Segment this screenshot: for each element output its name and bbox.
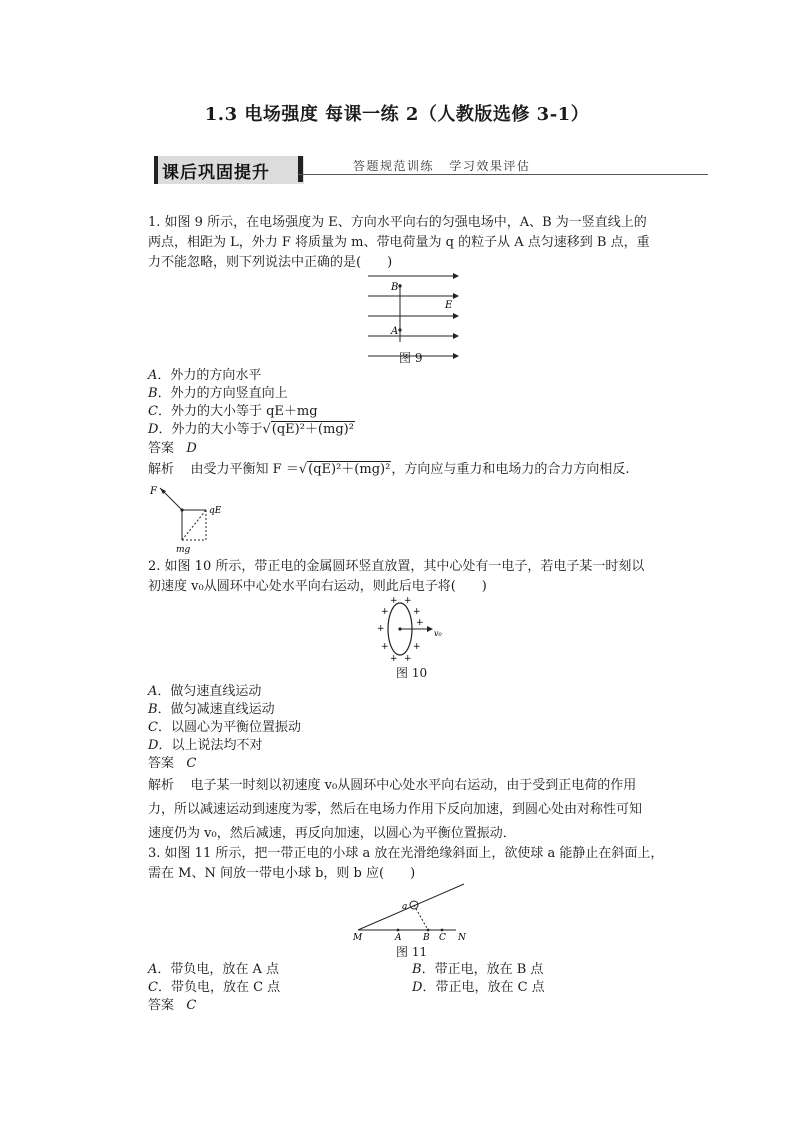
- plus-charge: +: [390, 654, 398, 664]
- point-b: [398, 284, 401, 287]
- q1-analysis: 解析 由受力平衡知 F ＝√(qE)²＋(mg)²，方向应与重力和电场力的合力方向相反.: [148, 462, 630, 477]
- figure-11-caption: 图 11: [396, 945, 428, 959]
- q3-stem-line2: 需在 M、N 间放一带电小球 b，则 b 应( ): [148, 866, 416, 881]
- q3-option-d: D．带正电，放在 C 点: [412, 980, 545, 995]
- formula-radicand: (qE)²＋(mg)²: [308, 462, 391, 477]
- figure-10-caption: 图 10: [396, 666, 428, 680]
- force-diagram: [148, 482, 238, 554]
- q3-option-c: C．带负电，放在 C 点: [148, 980, 281, 995]
- banner-bar: [298, 156, 303, 182]
- plus-charge: +: [377, 624, 385, 634]
- label-f: F: [150, 486, 157, 497]
- plus-charge: +: [381, 607, 389, 617]
- normal-dashed-line: [414, 905, 428, 930]
- label-ball-a: a: [402, 902, 408, 912]
- formula-radicand: (qE)²＋(mg)²: [271, 422, 354, 437]
- q2-answer: 答案 C: [148, 756, 197, 771]
- q2-option-c: C．以圆心为平衡位置振动: [148, 720, 301, 735]
- figure-10: [374, 594, 454, 664]
- plus-charge: +: [404, 654, 412, 664]
- point-b: [427, 929, 430, 932]
- q1-answer: 答案 D: [148, 441, 197, 456]
- banner-rule: [298, 174, 708, 175]
- label-e: E: [445, 300, 453, 311]
- label-m: M: [353, 933, 363, 943]
- q3-option-b: B．带正电，放在 B 点: [412, 962, 544, 977]
- q1-stem-line1: 1. 如图 9 所示，在电场强度为 E、方向水平向右的匀强电场中，A、B 为一竖直线上的: [148, 215, 647, 230]
- label-b: B: [391, 282, 399, 293]
- label-n: N: [458, 933, 466, 943]
- q1-option-b: B．外力的方向竖直向上: [148, 386, 288, 401]
- label-mg: mg: [176, 545, 191, 555]
- q1-option-a: A．外力的方向水平: [148, 368, 262, 383]
- banner-subtitle: 答题规范训练 学习效果评估: [353, 159, 531, 173]
- q1-option-d: D．外力的大小等于√(qE)²＋(mg)²: [148, 422, 354, 437]
- plus-charge: +: [413, 607, 421, 617]
- label-v0: v₀: [434, 629, 442, 638]
- banner-label: 课后巩固提升: [162, 163, 270, 183]
- q3-answer: 答案 C: [148, 998, 197, 1013]
- q1-stem-line3: 力不能忽略，则下列说法中正确的是( ): [148, 255, 393, 270]
- q2-analysis-line3: 速度仍为 v₀，然后减速，再反向加速，以圆心为平衡位置振动．: [148, 826, 516, 841]
- plus-charge: +: [413, 642, 421, 652]
- section-banner: [148, 152, 708, 186]
- force-origin: [180, 508, 183, 511]
- page-title: 1.3 电场强度 每课一练 2（人教版选修 3-1）: [204, 104, 590, 125]
- label-c-point: C: [439, 933, 446, 943]
- q2-option-b: B．做匀减速直线运动: [148, 702, 275, 717]
- q3-stem-line1: 3. 如图 11 所示，把一带正电的小球 a 放在光滑绝缘斜面上，欲使球 a 能静止在斜面上，: [148, 846, 664, 861]
- figure-9-caption: 图 9: [399, 351, 423, 365]
- dashed-diagonal: [182, 510, 206, 540]
- label-a-point: A: [395, 933, 402, 943]
- label-a: A: [391, 326, 399, 337]
- sqrt-sign: √: [262, 422, 271, 437]
- q2-stem-line1: 2. 如图 10 所示，带正电的金属圆环竖直放置，其中心处有一电子，若电子某一时刻以: [148, 559, 645, 574]
- plus-charge: +: [404, 596, 412, 606]
- plus-charge: +: [390, 596, 398, 606]
- q2-stem-line2: 初速度 v₀从圆环中心处水平向右运动，则此后电子将( ): [148, 579, 487, 594]
- q1-stem-line2: 两点，相距为 L，外力 F 将质量为 m、带电荷量为 q 的粒子从 A 点匀速移到 B 点，重: [148, 235, 650, 250]
- plus-charge: +: [381, 642, 389, 652]
- point-a: [398, 328, 401, 331]
- q2-analysis-line1: 解析 电子某一时刻以初速度 v₀从圆环中心处水平向右运动，由于受到正电荷的作用: [148, 778, 637, 793]
- figure-11: [350, 880, 470, 942]
- q2-option-d: D．以上说法均不对: [148, 738, 263, 753]
- point-c: [441, 929, 444, 932]
- q2-analysis-line2: 力，所以减速运动到速度为零，然后在电场力作用下反向加速，到圆心处由对称性可知: [148, 802, 643, 817]
- q3-option-a: A．带负电，放在 A 点: [148, 962, 280, 977]
- q2-option-a: A．做匀速直线运动: [148, 684, 262, 699]
- point-a: [397, 929, 400, 932]
- q1-option-c: C．外力的大小等于 qE＋mg: [148, 404, 318, 419]
- plus-charge: +: [416, 618, 424, 628]
- label-qe: qE: [209, 506, 222, 516]
- sqrt-sign: √: [298, 462, 308, 477]
- label-b-point: B: [423, 933, 430, 943]
